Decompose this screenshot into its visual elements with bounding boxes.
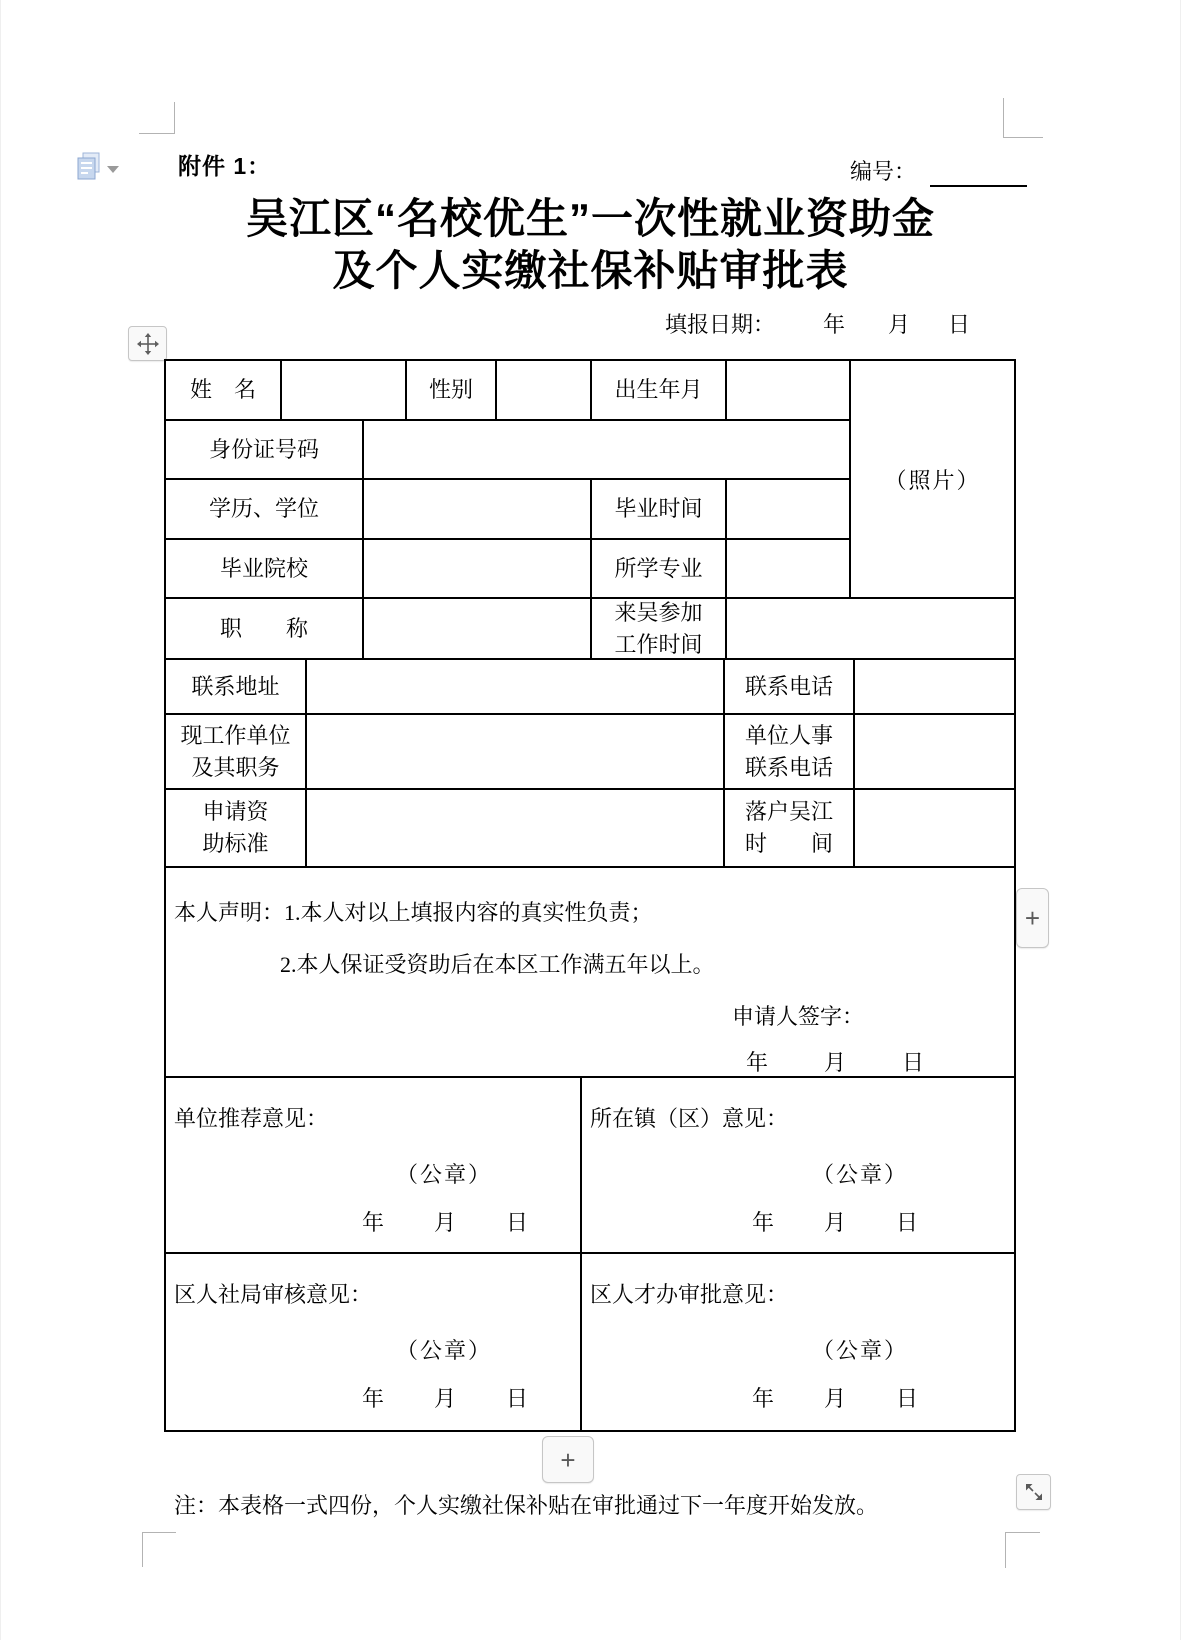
paste-options-dropdown-icon[interactable] (107, 166, 119, 173)
date-day: 日 (896, 1386, 919, 1411)
declaration-cell (166, 868, 1014, 1078)
settle-time-label-line2: 时 间 (744, 831, 833, 856)
settle-time-label-line1: 落户吴江 (744, 799, 833, 824)
hr-phone-label (725, 715, 855, 788)
date-day: 日 (506, 1210, 529, 1235)
margin-mark-top-left (139, 133, 175, 134)
job-title-value-cell[interactable] (364, 599, 592, 658)
id-number-value-cell[interactable] (364, 421, 849, 478)
declaration-item1: 1.本人对以上填报内容的真实性负责； (284, 900, 653, 925)
footnote: 注：本表格一式四份，个人实缴社保补贴在审批通过下一年度开始发放。 (174, 1493, 879, 1518)
margin-mark-bottom-left (142, 1532, 143, 1567)
date-year: 年 (362, 1210, 385, 1235)
table-row (166, 660, 1014, 715)
declaration-label: 本人声明： (174, 900, 285, 925)
graduation-time-value-cell[interactable] (727, 480, 849, 538)
town-opinion-cell[interactable] (582, 1078, 1014, 1252)
work-start-label-line1: 来吴参加 (614, 599, 703, 625)
subsidy-standard-label-line1: 申请资 (202, 799, 269, 824)
fill-date-label: 填报日期： (665, 312, 776, 337)
graduation-time-label: 毕业时间 (592, 480, 727, 538)
gender-label: 性别 (407, 361, 497, 419)
subsidy-standard-value-cell[interactable] (307, 790, 725, 866)
margin-mark-top-left (174, 102, 175, 134)
major-label: 所学专业 (592, 540, 727, 597)
work-start-label-line2: 工作时间 (614, 631, 703, 657)
unit-opinion-label: 单位推荐意见： (174, 1106, 329, 1131)
employer-label (166, 715, 307, 788)
date-month: 月 (824, 1210, 847, 1235)
date-month: 月 (434, 1386, 457, 1411)
number-label: 编号： (850, 159, 917, 184)
bureau-opinion-cell[interactable] (166, 1254, 582, 1430)
date-year: 年 (746, 1050, 769, 1075)
attachment-label: 附件 1： (178, 153, 272, 179)
hr-phone-label-line2: 联系电话 (744, 754, 833, 780)
margin-mark-bottom-left (142, 1532, 176, 1533)
number-fill-blank[interactable] (930, 185, 1027, 187)
paste-options-icon[interactable] (74, 150, 106, 182)
town-opinion-label: 所在镇（区）意见： (590, 1106, 789, 1131)
margin-mark-top-right (1003, 137, 1043, 138)
table-row (166, 1078, 1014, 1254)
date-year: 年 (362, 1386, 385, 1411)
date-day: 日 (902, 1050, 925, 1075)
table-row (166, 480, 849, 540)
date-month: 月 (888, 312, 911, 337)
table-row (166, 1254, 1014, 1430)
table-row (166, 715, 1014, 790)
birth-value-cell[interactable] (727, 361, 849, 419)
date-year: 年 (752, 1210, 775, 1235)
table-row (166, 361, 849, 421)
date-month: 月 (824, 1386, 847, 1411)
employer-label-line1: 现工作单位 (180, 722, 291, 748)
employer-label-line2: 及其职务 (191, 754, 280, 780)
id-number-label: 身份证号码 (166, 421, 364, 478)
table-row (166, 599, 1014, 660)
settle-time-value-cell[interactable] (855, 790, 1014, 866)
applicant-signature-label: 申请人签字： (732, 1004, 865, 1029)
phone-value-cell[interactable] (855, 660, 1014, 713)
seal-placeholder: （公章） (396, 1338, 493, 1363)
photo-cell[interactable]: （照片） (849, 361, 1014, 597)
insert-handle-bottom[interactable] (542, 1436, 594, 1483)
major-value-cell[interactable] (727, 540, 849, 597)
margin-mark-bottom-right (1005, 1532, 1040, 1533)
phone-label: 联系电话 (725, 660, 855, 713)
insert-handle-right[interactable] (1016, 888, 1049, 948)
talent-opinion-cell[interactable] (582, 1254, 1014, 1430)
date-year: 年 (823, 312, 846, 337)
education-value-cell[interactable] (364, 480, 592, 538)
date-month: 月 (434, 1210, 457, 1235)
title-line-2: 及个人实缴社保补贴审批表 (332, 247, 849, 294)
work-start-label (592, 599, 727, 658)
declaration-item2: 2.本人保证受资助后在本区工作满五年以上。 (280, 952, 715, 977)
personal-info-section (166, 361, 1014, 599)
table-row (166, 421, 849, 480)
settle-time-label (725, 790, 855, 866)
margin-mark-top-right (1003, 98, 1004, 138)
table-move-icon[interactable] (128, 326, 167, 361)
birth-label: 出生年月 (592, 361, 727, 419)
work-start-value-cell[interactable] (727, 599, 1014, 658)
application-form-table (164, 359, 1016, 1432)
subsidy-standard-label-line2: 助标准 (202, 831, 269, 856)
declaration-line1 (174, 896, 653, 927)
address-label: 联系地址 (166, 660, 307, 713)
date-month: 月 (824, 1050, 847, 1075)
education-label: 学历、学位 (166, 480, 364, 538)
name-value-cell[interactable] (282, 361, 407, 419)
date-day: 日 (948, 312, 971, 337)
gender-value-cell[interactable] (497, 361, 592, 419)
margin-mark-bottom-right (1005, 1532, 1006, 1568)
document-title (0, 193, 1181, 297)
date-year: 年 (752, 1386, 775, 1411)
subsidy-standard-label (166, 790, 307, 866)
plus-icon: + (560, 1444, 576, 1475)
date-day: 日 (896, 1210, 919, 1235)
job-title-label: 职 称 (166, 599, 364, 658)
seal-placeholder: （公章） (396, 1162, 493, 1187)
bureau-opinion-label: 区人社局审核意见： (174, 1282, 373, 1307)
table-row (166, 540, 849, 597)
hr-phone-label-line1: 单位人事 (744, 722, 833, 748)
talent-opinion-label: 区人才办审批意见： (590, 1282, 789, 1307)
seal-placeholder: （公章） (812, 1338, 909, 1363)
school-value-cell[interactable] (364, 540, 592, 597)
employer-value-cell[interactable] (307, 715, 725, 788)
table-resize-icon[interactable] (1016, 1474, 1051, 1510)
title-line-1: 吴江区“名校优生”一次性就业资助金 (245, 195, 935, 242)
date-day: 日 (506, 1386, 529, 1411)
table-row (166, 790, 1014, 868)
plus-icon: + (1024, 903, 1041, 933)
hr-phone-value-cell[interactable] (855, 715, 1014, 788)
school-label: 毕业院校 (166, 540, 364, 597)
seal-placeholder: （公章） (812, 1162, 909, 1187)
name-label: 姓 名 (166, 361, 282, 419)
unit-opinion-cell[interactable] (166, 1078, 582, 1252)
address-value-cell[interactable] (307, 660, 725, 713)
